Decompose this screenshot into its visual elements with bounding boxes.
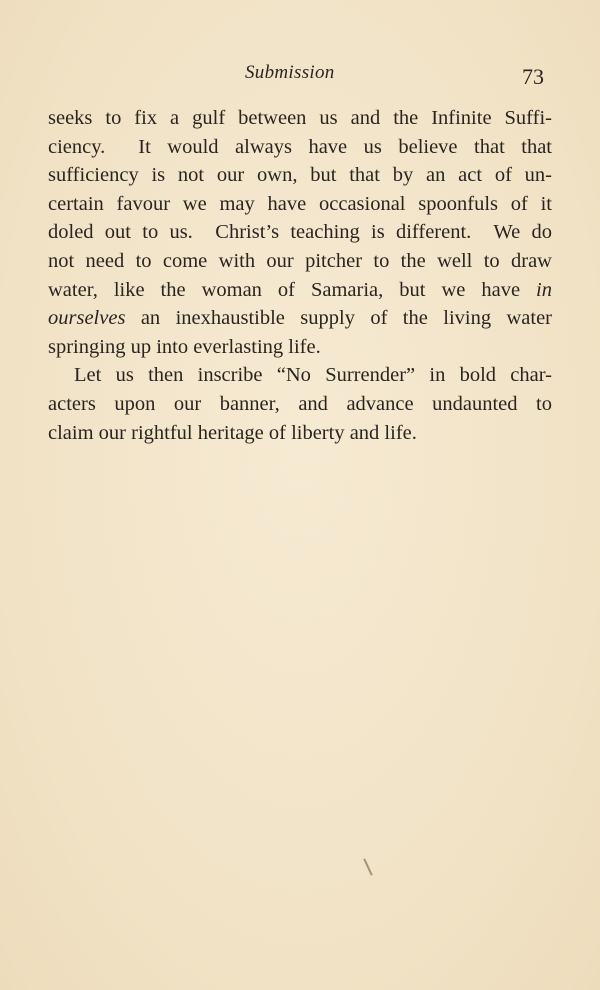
italic-text: in	[536, 278, 552, 301]
italic-text: ourselves	[48, 307, 126, 330]
chapter-title: Submission	[245, 62, 335, 83]
text-line	[48, 304, 552, 333]
running-head	[0, 60, 600, 90]
text-line	[48, 333, 552, 362]
text-line	[48, 104, 552, 133]
text-line	[48, 247, 552, 276]
text-segment: certain favour we may have occasional spoonfuls of it	[48, 192, 552, 215]
body-text	[48, 104, 552, 447]
text-segment: seeks to fix a gulf between us and the Infinite Suffi-	[48, 107, 552, 129]
text-line	[48, 133, 552, 162]
scan-mark	[363, 858, 372, 875]
text-line	[48, 161, 552, 190]
text-segment: doled out to us. Christ’s teaching is different. We do	[48, 221, 552, 244]
text-segment: springing up into everlasting life.	[48, 335, 321, 358]
text-line	[48, 419, 552, 448]
page-number: 73	[522, 64, 544, 89]
text-line	[48, 390, 552, 419]
text-segment: acters upon our banner, and advance undaunted to	[48, 392, 552, 415]
text-line	[48, 190, 552, 219]
text-segment: Let us then inscribe “No Surrender” in bold char-	[74, 364, 552, 387]
text-segment: not need to come with our pitcher to the well to draw	[48, 249, 552, 272]
text-line	[48, 218, 552, 247]
text-segment: sufficiency is not our own, but that by an act of un-	[48, 164, 552, 187]
text-line	[48, 361, 552, 390]
text-segment: an inexhaustible supply of the living water	[125, 307, 552, 330]
text-line	[48, 276, 552, 305]
text-segment: water, like the woman of Samaria, but we have	[48, 278, 537, 301]
text-segment: ciency. It would always have us believe that that	[48, 135, 552, 158]
text-segment: claim our rightful heritage of liberty and life.	[48, 421, 417, 444]
